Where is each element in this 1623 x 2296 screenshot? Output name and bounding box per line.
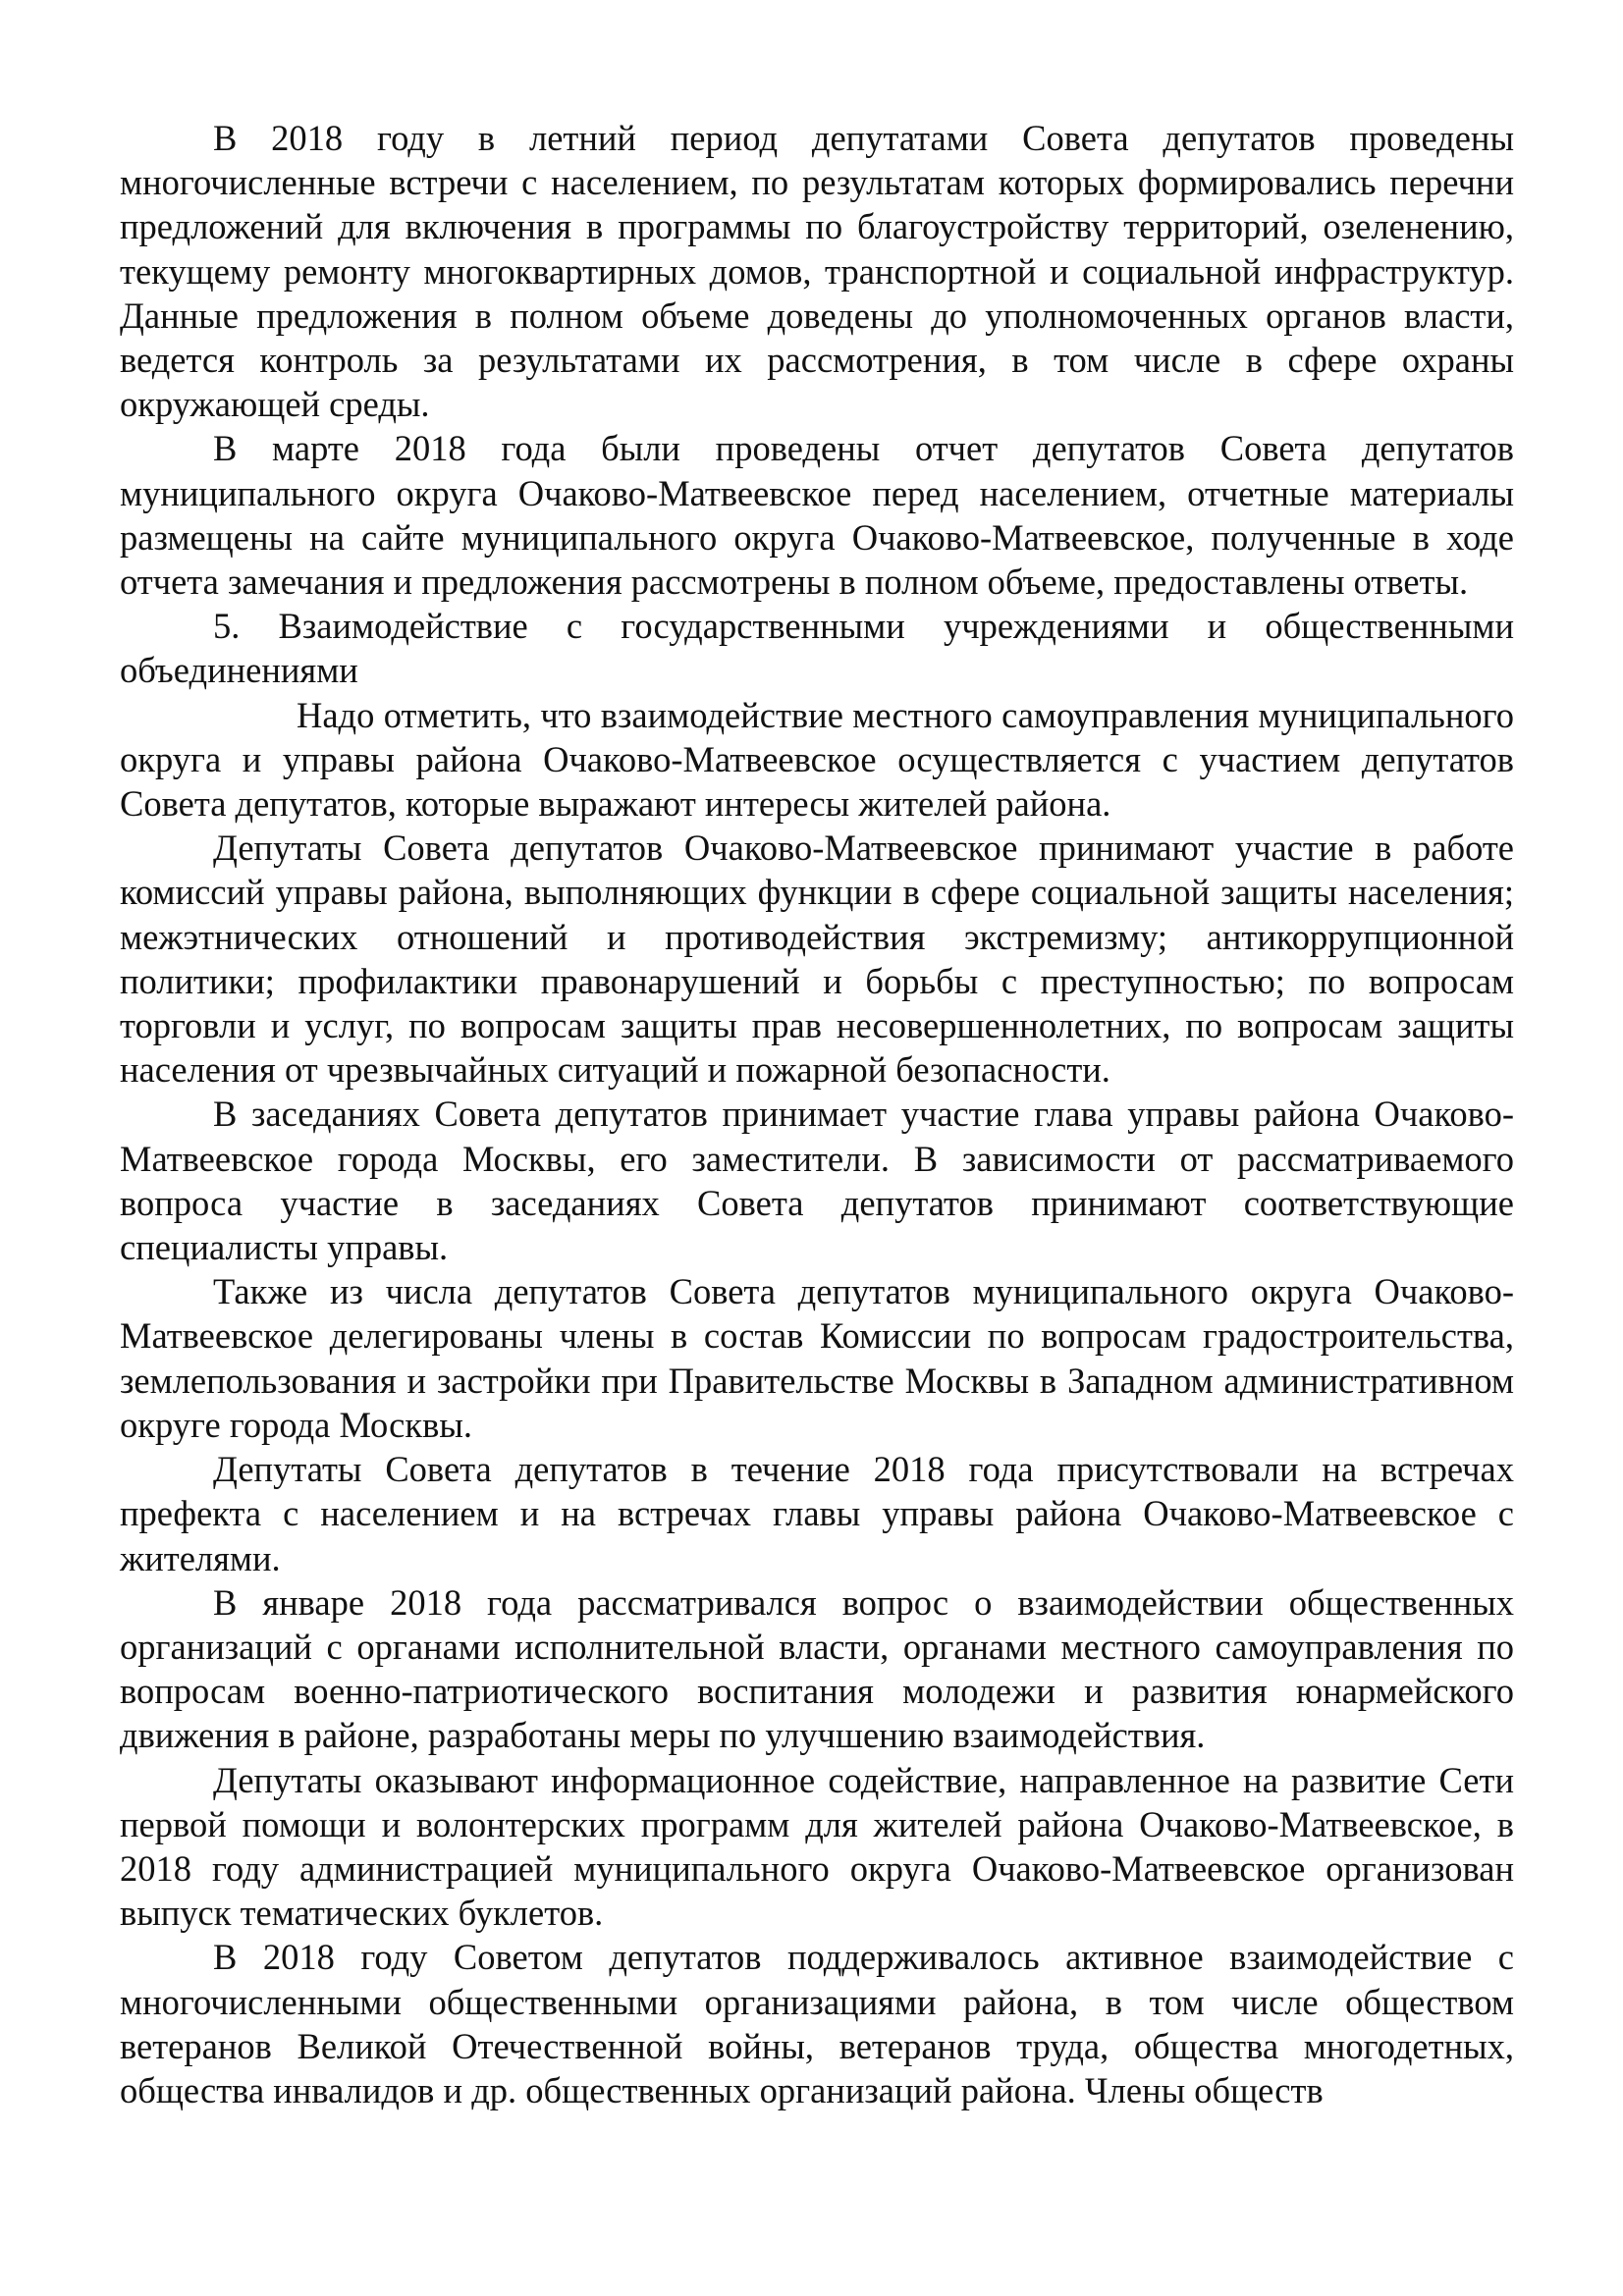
paragraph-march-report: В марте 2018 года были проведены отчет депутатов Совета депутатов муниципального округа Очаково-Матвеевское перед населением, отчетные материалы размещены на сайте муниципального округа Очаково-Матвеевское, полученные в ходе отчета замечания и предложения рассмотрены в полном объеме, предоставлены ответы. bbox=[120, 428, 1514, 603]
paragraph-information-support: Депутаты оказывают информационное содействие, направленное на развитие Сети первой помощи и волонтерских программ для жителей района Очаково-Матвеевское, в 2018 году администрацией муниципального округа Очаково-Матвеевское организован выпуск тематических буклетов. bbox=[120, 1759, 1514, 1934]
paragraph-interaction-note: Надо отметить, что взаимодействие местного самоуправления муниципального округа и управы района Очаково-Матвеевское осуществляется с участием депутатов Совета депутатов, которые выражают интересы жителей района. bbox=[120, 694, 1514, 825]
paragraph-january-question: В январе 2018 года рассматривался вопрос о взаимодействии общественных организаций с органами исполнительной власти, органами местного самоуправления по вопросам военно-патриотического воспитания молодежи и развития юнармейского движения в районе, разработаны меры по улучшению взаимодействия. bbox=[120, 1581, 1514, 1756]
paragraph-commissions: Депутаты Совета депутатов Очаково-Матвеевское принимают участие в работе комиссий управы района, выполняющих функции в сфере социальной защиты населения; межэтнических отношений и противодействия экстремизму; антикоррупционной политики; профилактики правонарушений и борьбы с преступностью; по вопросам торговли и услуг, по вопросам защиты прав несовершеннолетних, по вопросам защиты населения от чрезвычайных ситуаций и пожарной безопасности. bbox=[120, 828, 1514, 1091]
paragraph-public-organizations: В 2018 году Советом депутатов поддерживалось активное взаимодействие с многочисленными общественными организациями района, в том числе обществом ветеранов Великой Отечественной войны, ветеранов труда, общества многодетных, общества инвалидов и др. общественных организаций района. Члены обществ bbox=[120, 1937, 1514, 2110]
paragraph-council-meetings: В заседаниях Совета депутатов принимает участие глава управы района Очаково-Матвеевское города Москвы, его заместители. В зависимости от рассматриваемого вопроса участие в заседаниях Совета депутатов принимают соответствующие специалисты управы. bbox=[120, 1094, 1514, 1268]
section-heading-5: 5. Взаимодействие с государственными учреждениями и общественными объединениями bbox=[120, 606, 1514, 691]
document-page bbox=[120, 116, 1514, 2112]
paragraph-prefect-meetings: Депутаты Совета депутатов в течение 2018 года присутствовали на встречах префекта с населением и на встречах главы управы района Очаково-Матвеевское с жителями. bbox=[120, 1449, 1514, 1578]
paragraph-delegated-members: Также из числа депутатов Совета депутатов муниципального округа Очаково-Матвеевское делегированы члены в состав Комиссии по вопросам градостроительства, землепользования и застройки при Правительстве Москвы в Западном административном округе города Москвы. bbox=[120, 1271, 1514, 1445]
paragraph-summer-meetings: В 2018 году в летний период депутатами Совета депутатов проведены многочисленные встречи с населением, по результатам которых формировались перечни предложений для включения в программы по благоустройству территорий, озеленению, текущему ремонту многоквартирных домов, транспортной и социальной инфраструктур. Данные предложения в полном объеме доведены до уполномоченных органов власти, ведется контроль за результатами их рассмотрения, в том числе в сфере охраны окружающей среды. bbox=[120, 118, 1514, 425]
